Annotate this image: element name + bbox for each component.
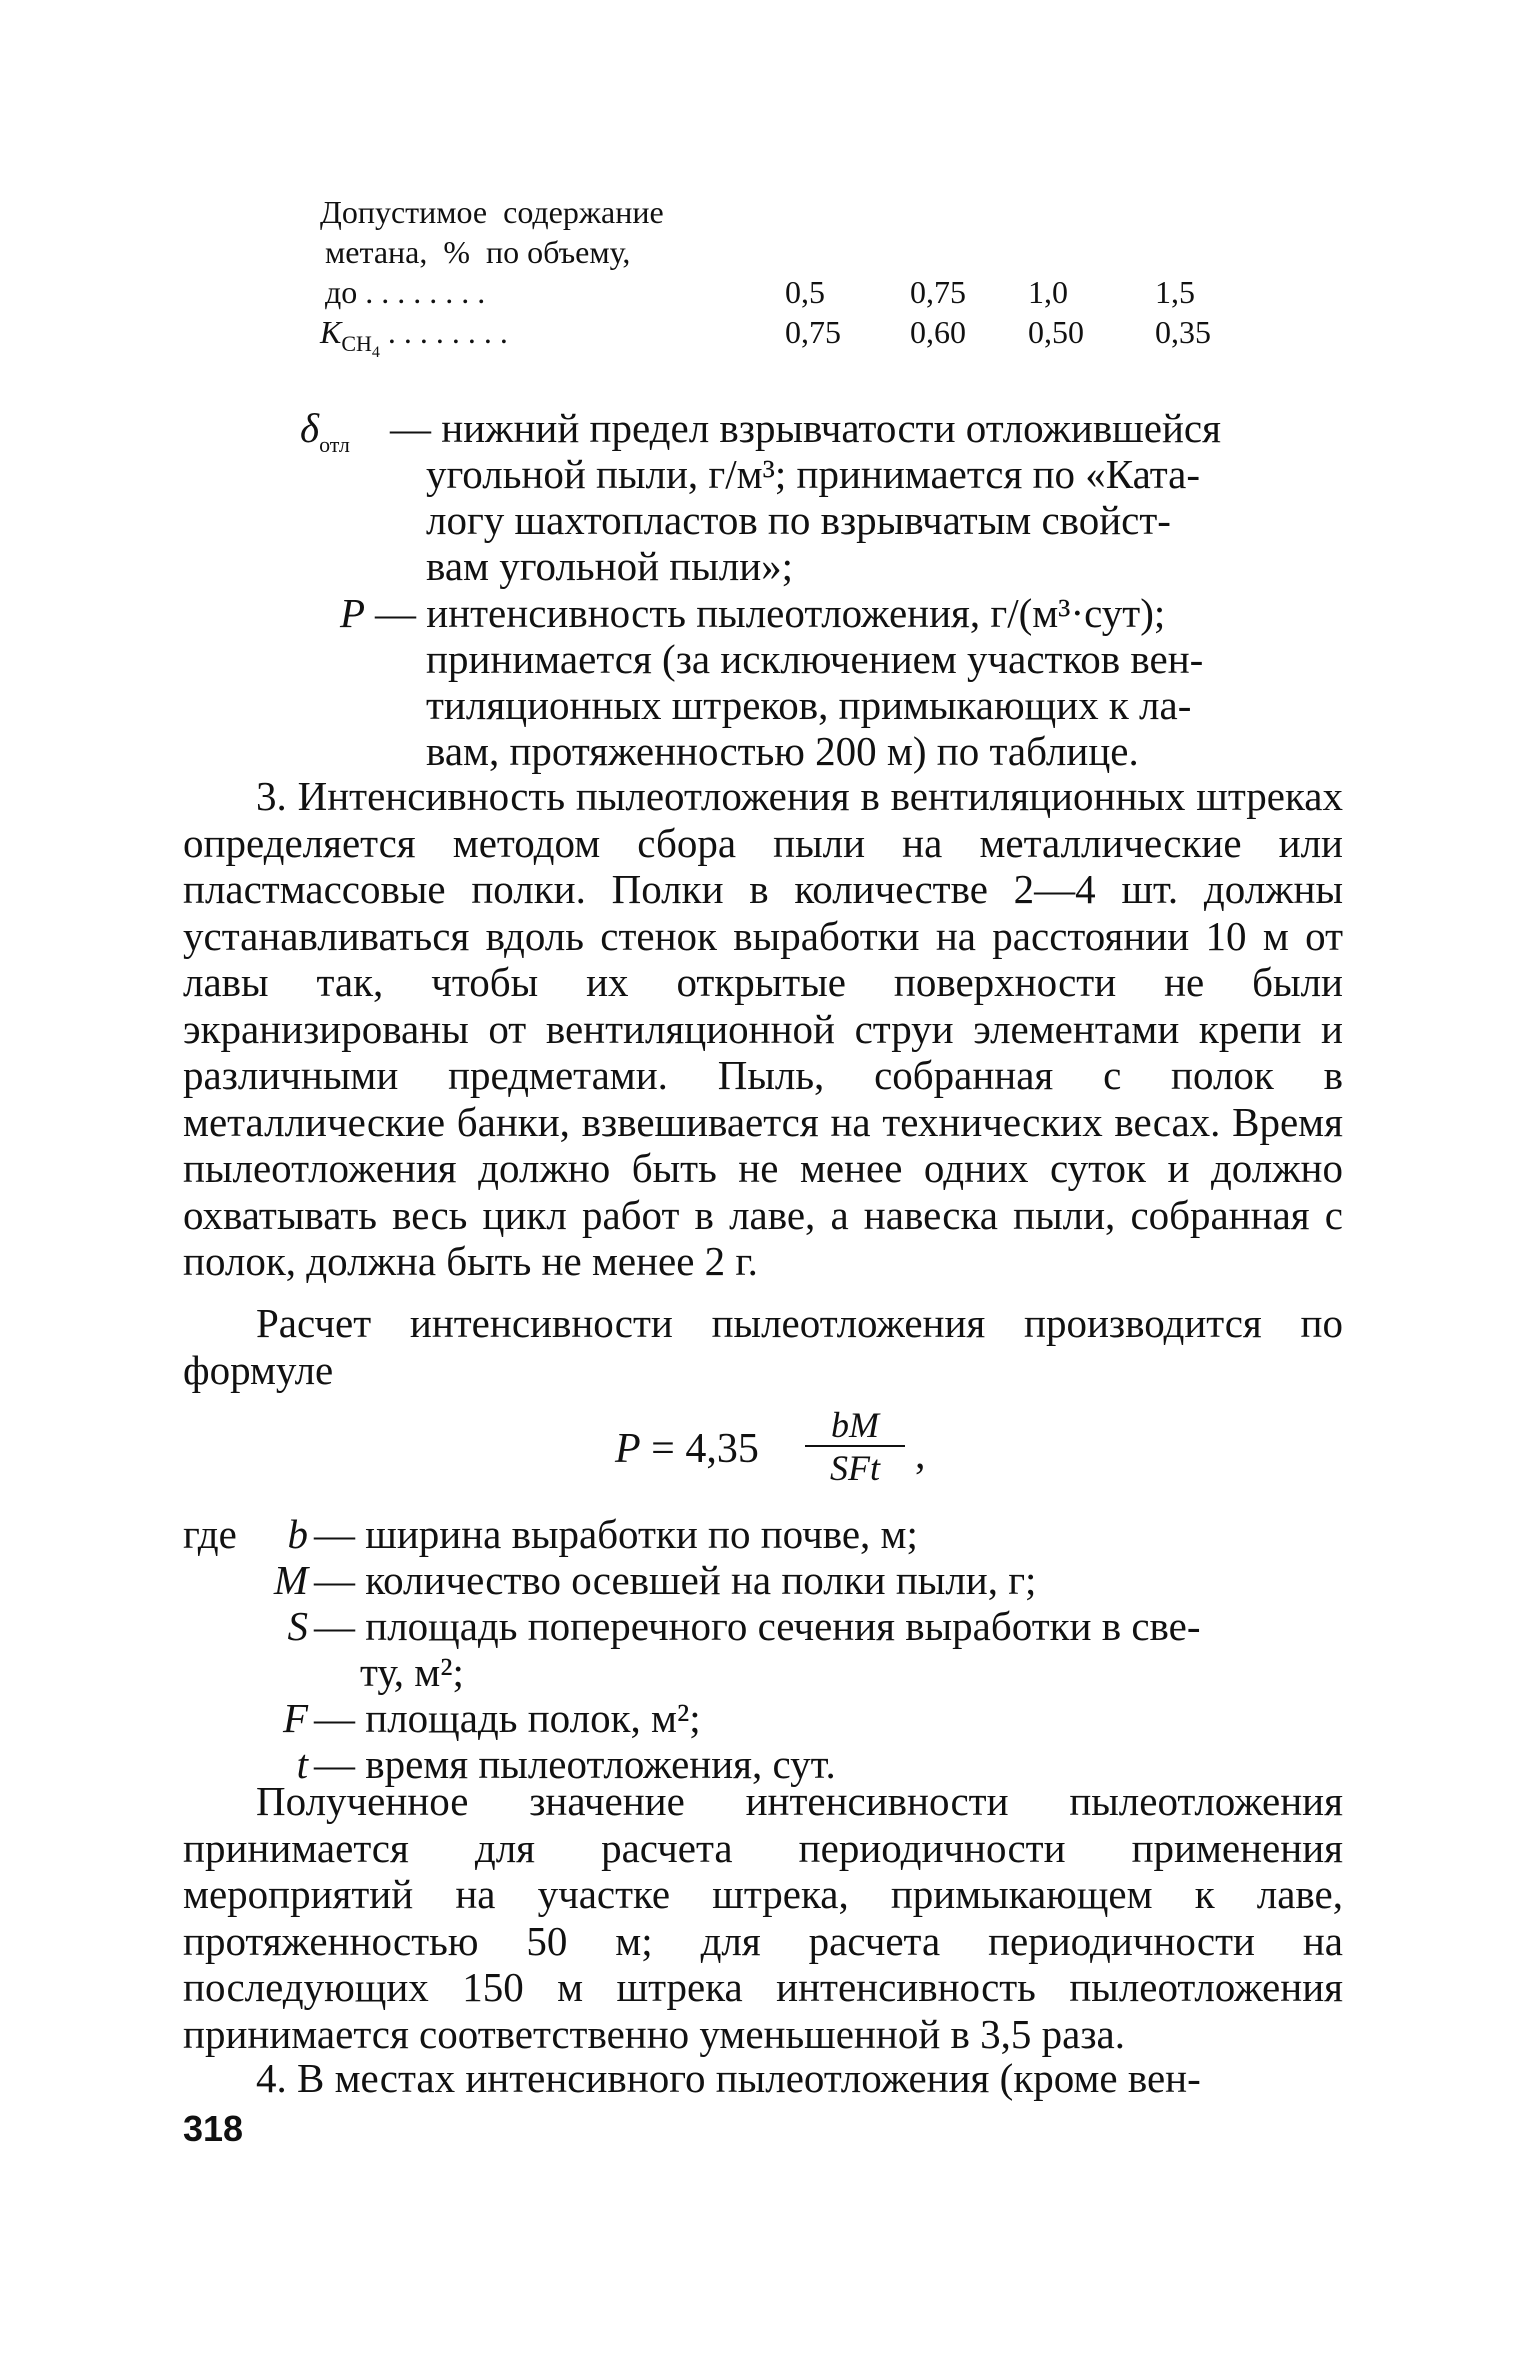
table-header-line-1: Допустимое содержание [320,194,664,230]
definition-line: — нижний предел взрывчатости отложившейся [390,405,1221,451]
paragraph-3 [183,773,1343,1285]
definition-line: принимается (за исключением участков вен- [426,636,1204,682]
paragraph-4 [183,2055,1343,2102]
delta-symbol: $\delta_{отл}$ [300,405,350,457]
definition-line: угольной пыли, г/м³; принимается по «Ката- [426,451,1200,497]
variable-description: — количество осевшей на полки пыли, г; [314,1557,1037,1603]
formula-lhs: P = 4,35 [615,1426,759,1472]
definition-p [340,590,1350,780]
table-cell: 0,75 [785,314,841,350]
definition-line: логу шахтопластов по взрывчатым свойст- [426,497,1171,543]
paragraph-result [183,1778,1343,2057]
definition-delta [300,405,1345,595]
table-cell: 0,5 [785,274,825,310]
page-number: 318 [183,2108,244,2149]
paragraph-4-text: 4. В местах интенсивного пылеотложения (кроме вен- [256,2055,1201,2101]
table-row-label: до . . . . . . . . [325,274,486,310]
p-symbol: P [340,590,366,636]
table-row-label [320,312,508,359]
table-cell: 1,5 [1155,274,1195,310]
table-cell: 0,60 [910,314,966,350]
variable-description: — ширина выработки по почве, м; [314,1511,918,1557]
definition-line: тиляционных штреков, примыкающих к ла- [426,682,1192,728]
paragraph-result-text: Полученное значение интенсивности пылеотложения принимается для расчета периодичности применения мероприятий на участке штрека, примыкающем к лаве, протяженностью 50 м; для расчета периодичности на последующих 150 м штрека интенсивность пылеотложения принимается соответственно уменьшенной в 3,5 раза. [183,1778,1343,2057]
variable-symbol: S [287,1603,308,1649]
definition-line: вам угольной пыли»; [426,543,794,589]
formula-fraction [805,1405,905,1489]
table-cell: 0,50 [1028,314,1084,350]
variable-description: — площадь полок, м²; [314,1695,701,1741]
variable-symbol: F [282,1695,308,1741]
table-cell: 0,75 [910,274,966,310]
variable-symbol: b [287,1511,308,1557]
variable-symbol: M [273,1557,308,1603]
k-subscript-index: 4 [371,344,380,361]
table-cell: 0,35 [1155,314,1211,350]
formula-numerator: bM [805,1405,905,1447]
definition-line: — интенсивность пылеотложения, г/(м³·сут); [375,590,1166,636]
where-label: где [183,1511,237,1557]
table-header-line-2: метана, % по объему, [325,234,631,270]
k-symbol: K [320,314,342,350]
formula-comma: , [915,1432,926,1478]
formula-intro [183,1300,1343,1393]
definition-line: вам, протяженностью 200 м) по таблице. [426,728,1139,774]
leader-dots: . . . . . . . . [379,314,508,350]
variable-symbol: t [296,1741,308,1787]
formula-denominator: SFt [830,1448,880,1488]
paragraph-3-text: 3. Интенсивность пылеотложения в вентиляционных штреках определяется методом сбора пыли на металлические или пластмассовые полки. Полки в количестве 2—4 шт. должны устанавливаться вдоль стенок выработки на расстоянии 10 м от лавы так, чтобы их открытые поверхности не были экранизированы от вентиляционной струи элементами крепи и различными предметами. Пыль, собранная с полок в металлические банки, взвешивается на технических весах. Время пылеотложения должно быть не менее одних суток и должно охватывать весь цикл работ в лаве, а навеска пыли, собранная с полок, должна быть не менее 2 г. [183,773,1343,1284]
variable-description: ту, м²; [360,1649,464,1695]
variable-description: — площадь поперечного сечения выработки в све- [314,1603,1201,1649]
table-cell: 1,0 [1028,274,1068,310]
delta-subscript: отл [319,432,350,457]
variable-description: — время пылеотложения, сут. [314,1741,836,1787]
formula-intro-text: Расчет интенсивности пылеотложения производится по формуле [183,1300,1343,1393]
k-subscript: CH [341,331,372,356]
